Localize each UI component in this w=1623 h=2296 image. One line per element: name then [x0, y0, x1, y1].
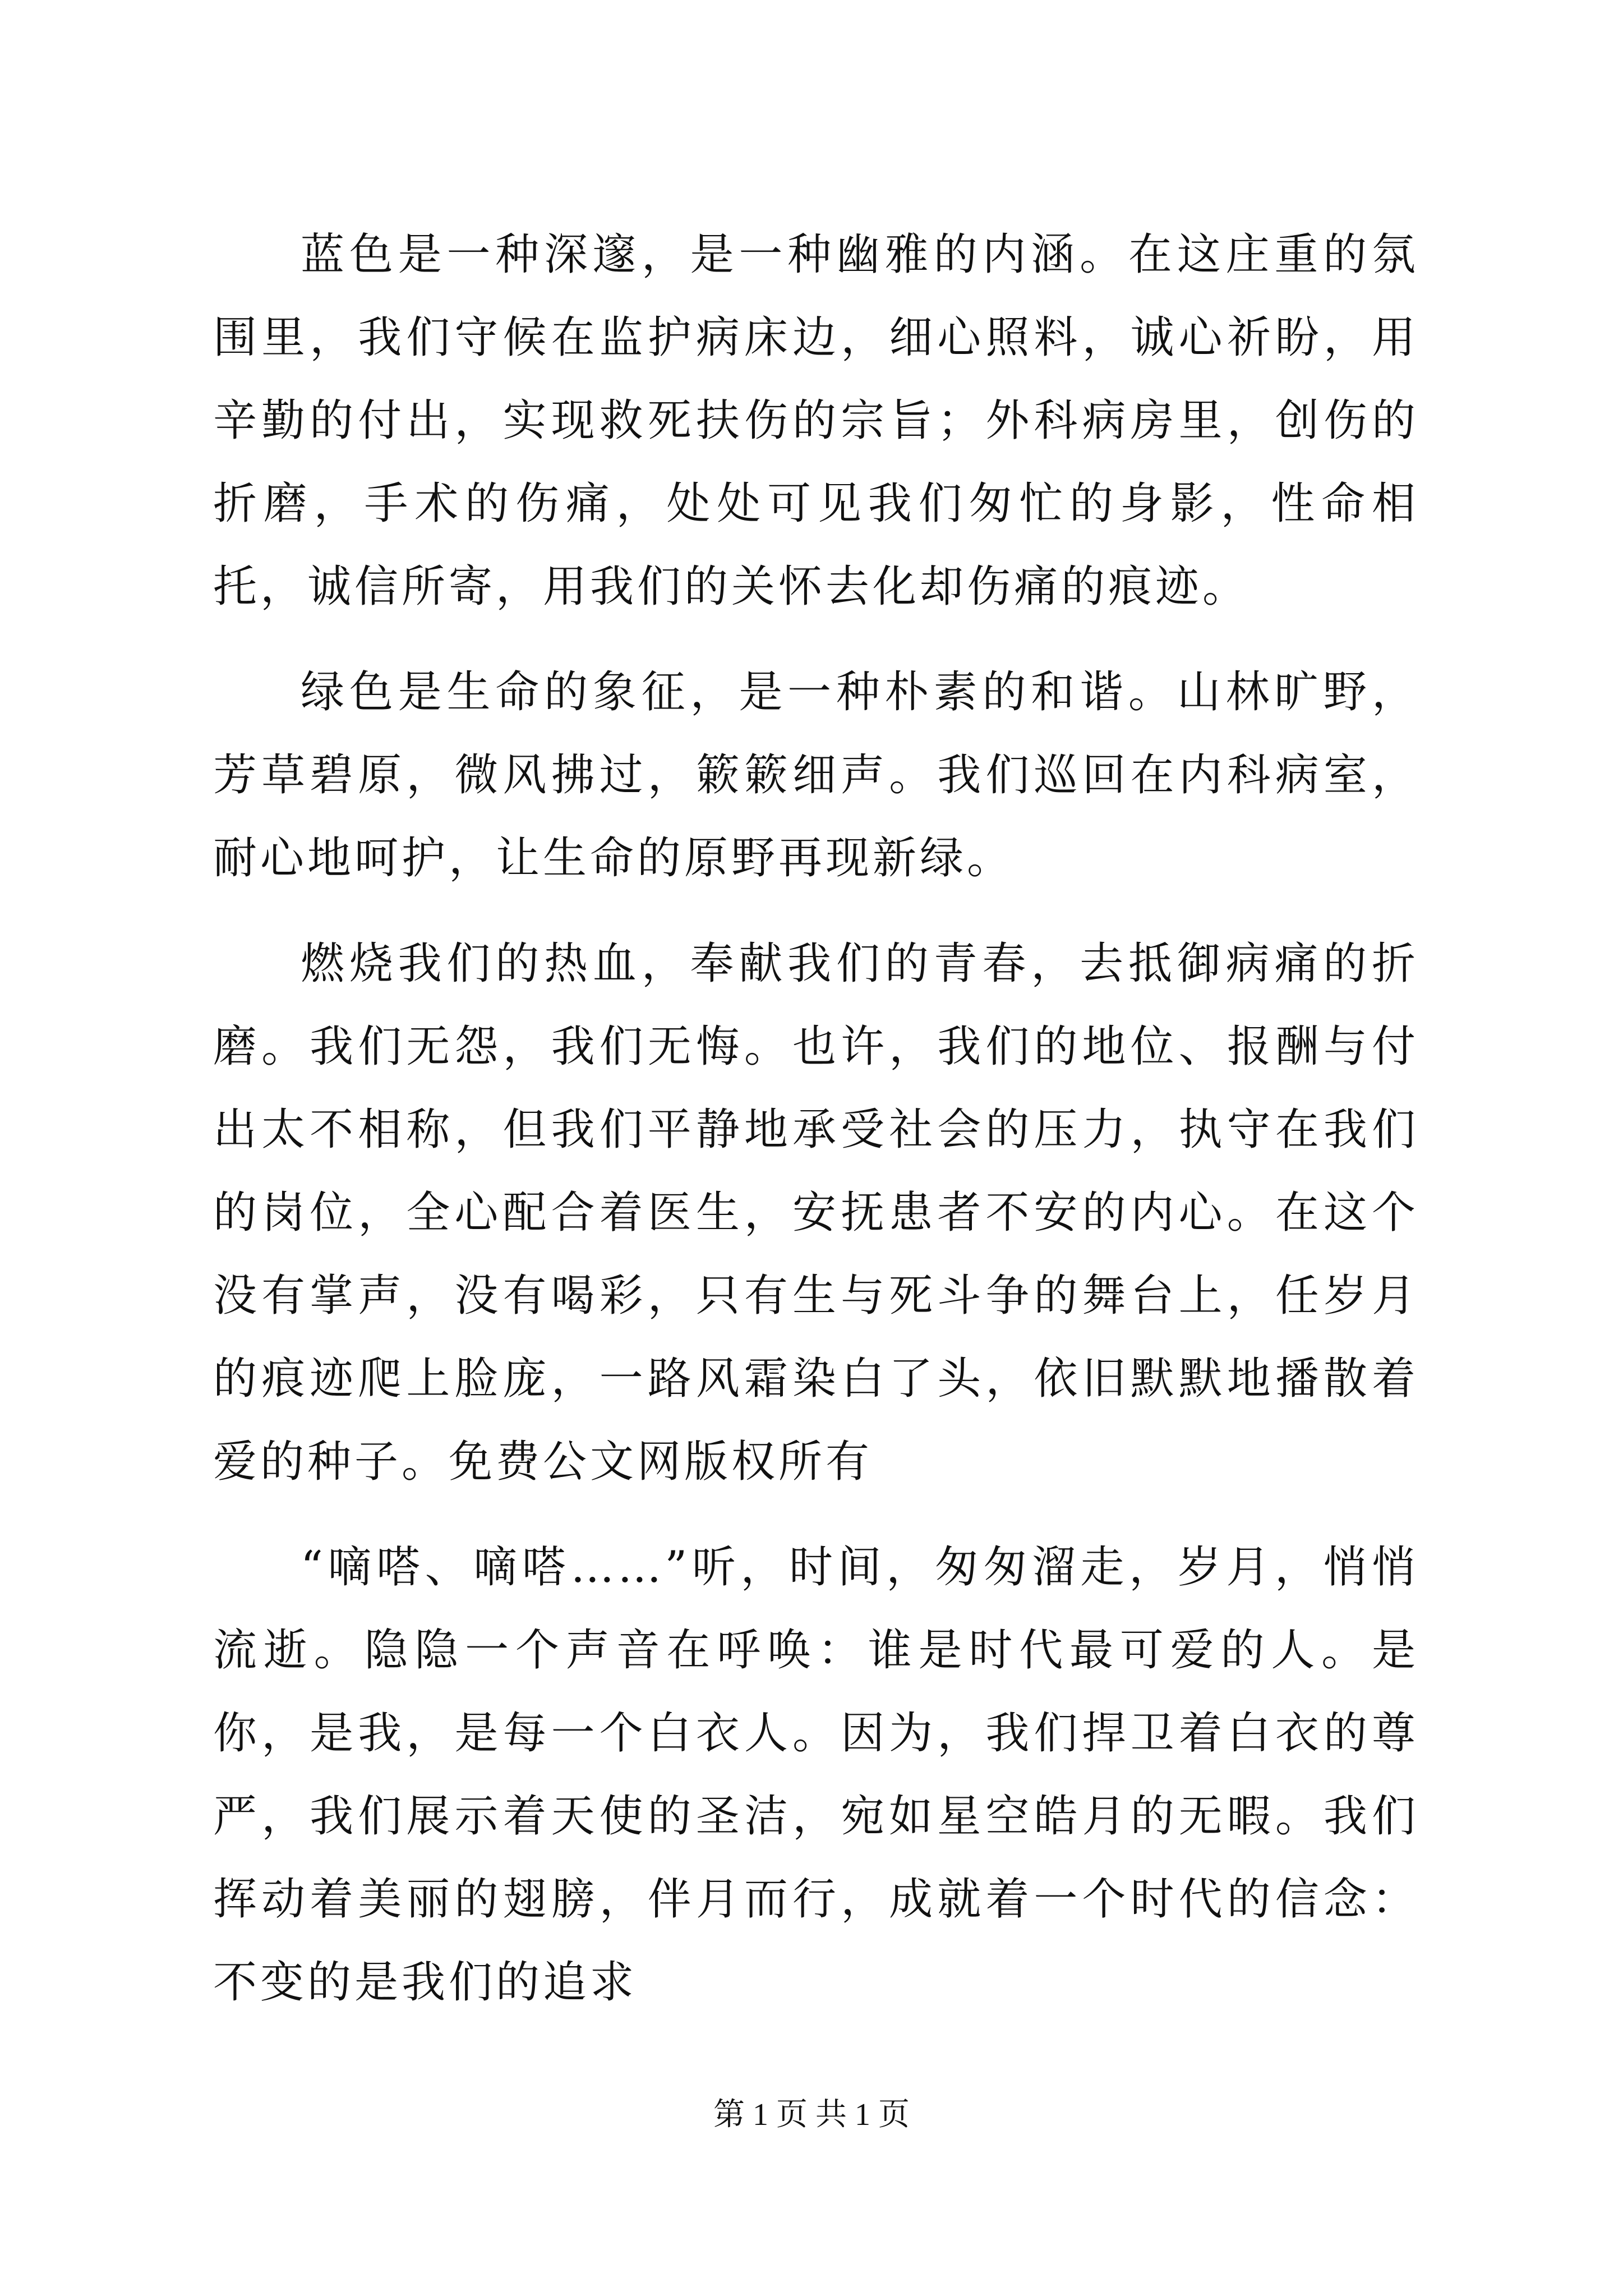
paragraph-devotion: 燃烧我们的热血，奉献我们的青春，去抵御病痛的折磨。我们无怨，我们无悔。也许，我们的地位、报酬与付出太不相称，但我们平静地承受社会的压力，执守在我们的岗位，全心配合着医生，安抚患者不安的内心。在这个没有掌声，没有喝彩，只有生与死斗争的舞台上，任岁月的痕迹爬上脸庞，一路风霜染白了头，依旧默默地播散着爱的种子。免费公文网版权所有 — [213, 938, 1419, 1487]
paragraph-time: “嘀嗒、嘀嗒……”听，时间，匆匆溜走，岁月，悄悄流逝。隐隐一个声音在呼唤：谁是时代最可爱的人。是你，是我，是每一个白衣人。因为，我们捍卫着白衣的尊严，我们展示着天使的圣洁，宛如星空皓月的无暇。我们挥动着美丽的翅膀，伴月而行，成就着一个时代的信念：不变的是我们的追求 — [213, 1542, 1419, 2008]
paragraph-green: 绿色是生命的象征，是一种朴素的和谐。山林旷野，芳草碧原，微风拂过，簌簌细声。我们巡回在内科病室，耐心地呵护，让生命的原野再现新绿。 — [213, 667, 1419, 884]
paragraph-blue: 蓝色是一种深邃，是一种幽雅的内涵。在这庄重的氛围里，我们守候在监护病床边，细心照料，诚心祈盼，用辛勤的付出，实现救死扶伤的宗旨；外科病房里，创伤的折磨，手术的伤痛，处处可见我们匆忙的身影，性命相托，诚信所寄，用我们的关怀去化却伤痛的痕迹。 — [213, 229, 1419, 612]
page-number-footer: 第 1 页 共 1 页 — [713, 2097, 910, 2132]
document-body — [213, 213, 1419, 2046]
